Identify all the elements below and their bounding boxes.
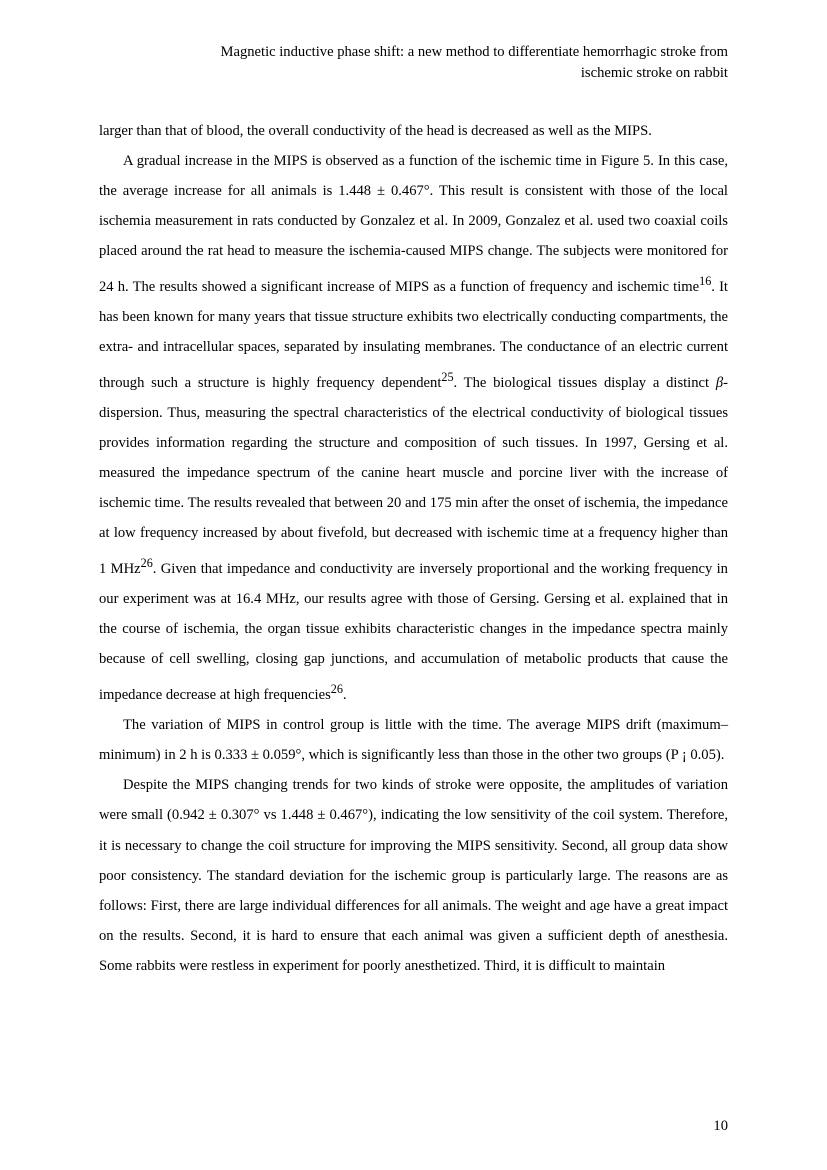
paragraph-control-group xyxy=(99,710,728,770)
running-header-line-1: Magnetic inductive phase shift: a new method to differentiate hemorrhagic stroke from xyxy=(220,44,728,60)
paragraph-ischemic-time xyxy=(99,146,728,710)
text-segment: . Given that impedance and conductivity are inversely proportional and the working frequency in our experiment was at 16.4 MHz, our results agree with those of Gersing. Gersing et al. explained that in the course of ischemia, the organ tissue exhibits characteristic changes in the impedance spectra mainly because of cell swelling, closing gap junctions, and accumulation of metabolic products that cause the impedance decrease at high frequencies xyxy=(99,561,728,704)
citation-superscript: 16 xyxy=(699,274,712,289)
paragraph-limitations xyxy=(99,770,728,980)
text-segment: Despite the MIPS changing trends for two kinds of stroke were opposite, the amplitudes of variation were small (0.942 ± 0.307° vs 1.448 ± 0.467°), indicating the low sensitivity of the coil system. Therefore, it is necessary to change the coil structure for improving the MIPS sensitivity. Second, all group data show poor consistency. The standard deviation for the ischemic group is particularly large. The reasons are as follows: First, there are large individual differences for all animals. The weight and age have a great impact on the results. Second, it is hard to ensure that each animal was given a sufficient depth of anesthesia. Some rabbits were restless in experiment for poorly anesthetized. Third, it is difficult to maintain xyxy=(99,777,728,974)
page-number: 10 xyxy=(713,1118,728,1134)
text-segment: -dispersion. Thus, measuring the spectral characteristics of the electrical conductivity of biological tissues provides information regarding the structure and composition of such tissues. In 1997, Gersing et al. measured the impedance spectrum of the canine heart muscle and porcine liver with the increase of ischemic time. The results revealed that between 20 and 175 min after the onset of ischemia, the impedance at low frequency increased by about fivefold, but decreased with ischemic time at a frequency higher than 1 MHz xyxy=(99,375,728,578)
text-segment: . xyxy=(342,687,347,704)
citation-superscript: 26 xyxy=(330,682,343,697)
paragraph-continuation xyxy=(99,116,728,146)
body-text xyxy=(99,116,728,981)
citation-superscript: 25 xyxy=(441,370,454,385)
running-header xyxy=(99,42,728,84)
text-segment: A gradual increase in the MIPS is observed as a function of the ischemic time in Figure 5. In this case, the average increase for all animals is 1.448 ± 0.467°. This result is consistent with those of the local ischemia measurement in rats conducted by Gonzalez et al. In 2009, Gonzalez et al. used two coaxial coils placed around the rat head to measure the ischemia-caused MIPS change. The subjects were monitored for 24 h. The results showed a significant increase of MIPS as a function of frequency and ischemic time xyxy=(99,153,728,296)
running-header-line-2: ischemic stroke on rabbit xyxy=(580,65,728,81)
text-segment: . The biological tissues display a distinct xyxy=(453,375,716,392)
text-segment: . It has been known for many years that tissue structure exhibits two electrically conducting compartments, the extra- and intracellular spaces, separated by insulating membranes. The conductance of an electric current through such a structure is highly frequency dependent xyxy=(99,279,728,392)
math-symbol: β xyxy=(715,375,724,392)
text-segment: The variation of MIPS in control group is little with the time. The average MIPS drift (maximum–minimum) in 2 h is 0.333 ± 0.059°, which is significantly less than those in the other two groups (P ¡ 0.05). xyxy=(99,717,728,764)
citation-superscript: 26 xyxy=(140,556,153,571)
text-segment: larger than that of blood, the overall conductivity of the head is decreased as well as the MIPS. xyxy=(99,123,652,139)
